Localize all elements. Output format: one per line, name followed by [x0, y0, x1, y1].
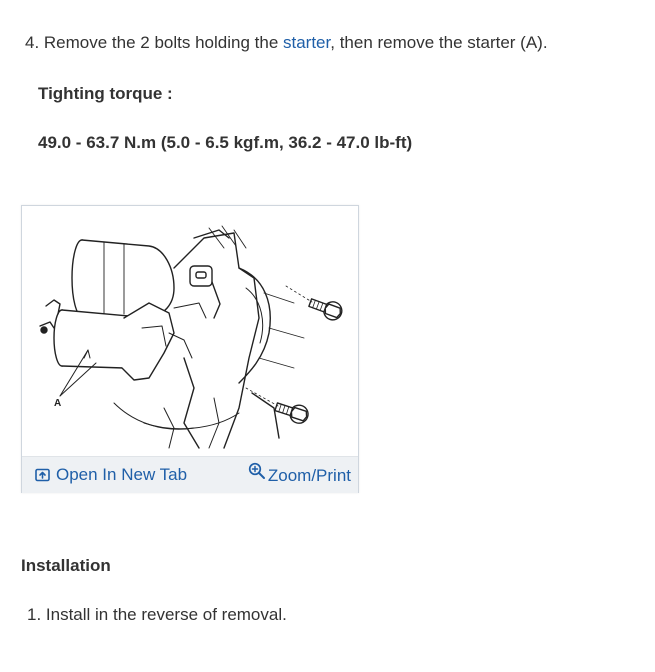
step-4-instruction: [25, 32, 548, 54]
zoom-print-link[interactable]: [248, 462, 351, 486]
magnifier-plus-icon: [248, 462, 266, 485]
zoom-print-label: Zoom/Print: [267, 466, 351, 485]
step-4-text-prefix: 4. Remove the 2 bolts holding the: [25, 33, 283, 52]
starter-removal-diagram: [24, 208, 356, 454]
callout-a: A: [54, 398, 62, 409]
starter-link[interactable]: starter: [283, 33, 331, 52]
installation-heading: Installation: [21, 556, 111, 575]
open-in-new-tab-link[interactable]: [35, 465, 187, 487]
open-new-tab-icon: [35, 467, 50, 487]
step-4-text-suffix: , then remove the starter (A).: [330, 33, 548, 52]
figure-toolbar: [22, 456, 358, 493]
installation-step-1: 1. Install in the reverse of removal.: [27, 605, 287, 624]
starter-figure: [21, 205, 359, 493]
torque-value: 49.0 - 63.7 N.m (5.0 - 6.5 kgf.m, 36.2 - 47.0 lb-ft): [38, 133, 413, 152]
open-in-new-tab-label: Open In New Tab: [56, 465, 188, 484]
torque-label: Tighting torque :: [38, 84, 173, 103]
